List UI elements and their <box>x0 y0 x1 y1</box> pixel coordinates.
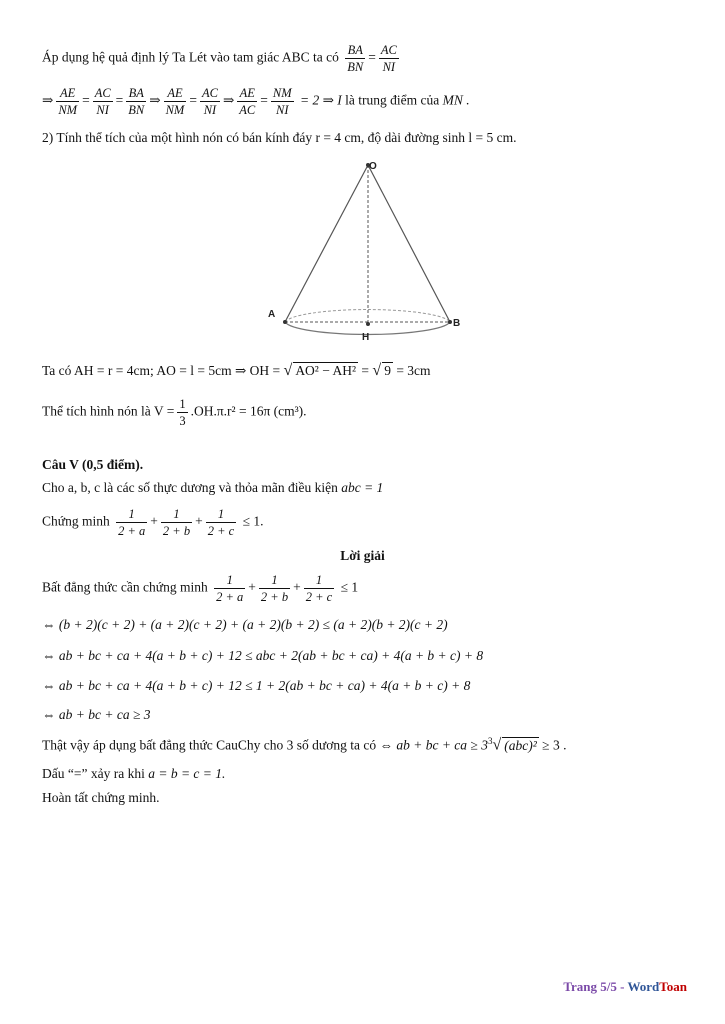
fraction: $\frac{1}{2 + c}$ <box>305 573 333 604</box>
solution-heading: Lời giải <box>340 548 385 563</box>
cone-edge-left <box>285 165 368 322</box>
cone-problem: 2) Tính thể tích của một hình nón có bán kính đáy r = 4 cm, độ dài đường sinh l = 5 cm. <box>42 130 517 145</box>
label-h: H <box>362 332 370 343</box>
solution-line-6: Thật vậy áp dụng bất đẳng thức CauChy cho 3 số dương ta có ⇔ ab + bc + ca ≥ $3^3√$ (abc)² ≥ 3 . <box>42 736 567 754</box>
question-claim: Chứng minh $\frac{1}{2 + a}$ + $\frac{1}{2 + b}$ + $\frac{1}{2 + c}$ ≤ 1. <box>42 507 264 538</box>
solution-line-7: Dấu “=” xảy ra khi a = b = c = 1. <box>42 766 226 781</box>
question-condition: Cho a, b, c là các số thực dương và thỏa mãn điều kiện abc = 1 <box>42 480 384 495</box>
fraction: $\frac{1}{2 + a}$ <box>118 507 146 538</box>
solution-line-4: ⇔ ab + bc + ca + 4(a + b + c) + 12 ≤ 1 + 2(ab + bc + ca) + 4(a + b + c) + 8 <box>42 678 471 693</box>
volume-calculation: Thể tích hình nón là V = $\frac{1}{3}$ .OH.π.r² = 16π (cm³). <box>42 397 307 428</box>
talet-derivation: ⇒ $\frac{AE}{NM}$ = $\frac{AC}{NI}$ = $\frac{BA}{BN}$ ⇒ $\frac{AE}{NM}$ = $\frac{AC}{NI}$ ⇒ $\frac{AE}{AC}$ = $\frac{NM}{NI}$ = 2 ⇒ I là trung điểm của MN . <box>42 86 470 117</box>
solution-line-2: ⇔ (b + 2)(c + 2) + (a + 2)(c + 2) + (a + 2)(b + 2) ≤ (a + 2)(b + 2)(c + 2) <box>42 617 448 632</box>
fraction: $\frac{AE}{AC}$ <box>239 86 256 117</box>
point-a <box>283 320 287 324</box>
oh-calculation: Ta có AH = r = 4cm; AO = l = 5cm ⇒ OH = √ AO² − AH² = √ 9 = 3cm <box>42 362 431 379</box>
fraction: $\frac{AE}{NM}$ <box>165 86 185 117</box>
label-o: O <box>369 161 377 172</box>
cone-figure <box>250 150 480 345</box>
point-b <box>448 320 452 324</box>
question-title: Câu V (0,5 điểm). <box>42 457 144 472</box>
cone-edge-right <box>368 165 450 322</box>
fraction: $\frac{NM}{NI}$ <box>272 86 292 117</box>
solution-line-3: ⇔ ab + bc + ca + 4(a + b + c) + 12 ≤ abc + 2(ab + bc + ca) + 4(a + b + c) + 8 <box>42 648 484 663</box>
label-a: A <box>268 309 276 320</box>
fraction: $\frac{AC}{NI}$ <box>201 86 218 117</box>
solution-line-1: Bất đẳng thức cần chứng minh $\frac{1}{2 + a}$ + $\frac{1}{2 + b}$ + $\frac{1}{2 + c}$ ≤ 1 <box>42 573 359 604</box>
fraction: $\frac{AC}{NI}$ <box>94 86 111 117</box>
fraction-ba-bn: $\frac{BA}{BN}$ <box>347 43 364 74</box>
fraction: $\frac{1}{2 + a}$ <box>216 573 244 604</box>
solution-line-5: ⇔ ab + bc + ca ≥ 3 <box>42 707 151 722</box>
fraction: $\frac{1}{2 + c}$ <box>207 507 235 538</box>
fraction-ac-ni: $\frac{AC}{NI}$ <box>380 43 397 74</box>
fraction: $\frac{AE}{NM}$ <box>58 86 78 117</box>
fraction: $\frac{1}{2 + b}$ <box>260 573 289 604</box>
solution-line-8: Hoàn tất chứng minh. <box>42 790 160 805</box>
page-footer: Trang 5/5 - WordToan <box>563 979 687 994</box>
talet-statement: Áp dụng hệ quả định lý Ta Lét vào tam giác ABC ta có $\frac{BA}{BN}$ = $\frac{AC}{NI}$ <box>42 43 397 74</box>
point-h <box>366 322 370 326</box>
fraction: $\frac{1}{2 + b}$ <box>162 507 191 538</box>
label-b: B <box>453 318 461 329</box>
fraction: $\frac{BA}{BN}$ <box>128 86 145 117</box>
fraction-one-third: $\frac{1}{3}$ <box>179 397 186 428</box>
